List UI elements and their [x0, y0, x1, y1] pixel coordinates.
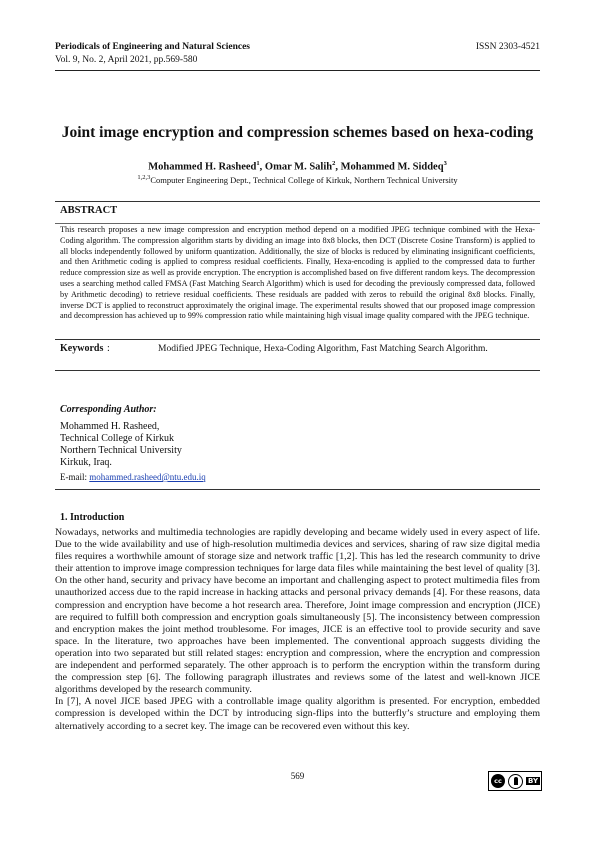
introduction-body [55, 527, 540, 733]
author-sup: 1 [256, 160, 260, 167]
email-label: E-mail: [60, 472, 90, 482]
author-name: Mohammed H. Rasheed [148, 161, 257, 173]
cc-by-label: BY [528, 777, 539, 785]
affiliation-text: Computer Engineering Dept., Technical College of Kirkuk, Northern Technical University [150, 174, 458, 185]
abstract-divider [55, 223, 540, 224]
affiliation [0, 174, 595, 185]
body-paragraph: Nowadays, networks and multimedia technologies are rapidly developing and became widely used in every aspect of life. Due to the wide availability and use of high-resolution multimedia devices and services, sharing of raw size digital media files requires a worthwhile amount of storage size and network traffic [1,2]. This has led the research community to drive their attention to improve image compression techniques for large data files while maintaining the best level of quality [3]. On the other hand, security and privacy have become an important and challenging aspect to protect multimedia files from unauthorized access due to the rapid increase in hacking attacks and personal privacy demands [4]. For these reasons, data compression and encryption have become a hot research area. Therefore, Joint image compression and encryption (JICE) are required to fulfill both compression and encryption goals simultaneously [5]. The inconsistency between compression and encryption makes the joint method troublesome. For images, JICE is an effective tool to provide security and save space. In the literature, two approaches have been implemented. The conventional approach suggests dividing the operation into two separated but still related stages: encryption and compression, where the encryption and compression are independent and performed separately. The other approach is to perform the encryption within the transform during the compression step [6]. The following paragraph illustrates and reviews some of the latest and well-known JICE algorithms developed by the research community. [55, 527, 540, 696]
section-title-introduction: 1. Introduction [60, 512, 125, 523]
cc-by-icon [488, 771, 542, 791]
page-number: 569 [290, 771, 305, 781]
author-name: Mohammed M. Siddeq [340, 161, 444, 173]
corresponding-line: Technical College of Kirkuk [60, 433, 174, 444]
corresponding-line: Mohammed H. Rasheed, [60, 421, 160, 432]
body-paragraph: In [7], A novel JICE based JPEG with a controllable image quality algorithm is presented. For encryption, embedded compression is developed within the DCT by introducing sign-flips into the butterfly’s structure and employing them alternatively according to a secret key. The image can be recovered even without this key. [55, 696, 540, 732]
keywords-label: Keywords [60, 343, 104, 354]
header-rule [55, 70, 540, 71]
author-sup: 3 [443, 160, 447, 167]
corresponding-heading: Corresponding Author: [60, 404, 157, 415]
journal-name: Periodicals of Engineering and Natural Sciences [55, 42, 251, 52]
volume-info: Vol. 9, No. 2, April 2021, pp.569-580 [55, 55, 198, 65]
corresponding-line: Kirkuk, Iraq. [60, 457, 112, 468]
corresponding-line: Northern Technical University [60, 445, 182, 456]
email-link[interactable]: mohammed.rasheed@ntu.edu.iq [89, 472, 206, 482]
corresponding-rule [55, 489, 540, 490]
paper-title: Joint image encryption and compression schemes based on hexa-coding [61, 124, 534, 141]
author-name: Omar M. Salih [264, 161, 333, 173]
attribution-person-icon [508, 774, 523, 789]
author-sup: 2 [332, 160, 336, 167]
issn: ISSN 2303-4521 [475, 42, 540, 52]
keywords-text: Modified JPEG Technique, Hexa-Coding Algorithm, Fast Matching Search Algorithm. [158, 344, 488, 354]
keywords-colon: : [107, 343, 110, 354]
abstract-text: This research proposes a new image compression and encryption method depend on a modified JPEG technique combined with the Hexa-Coding algorithm. The compression algorithm starts by dividing an image into 8x8 blocks, then DCT (Discrete Cosine Transform) is applied to all blocks independently followed by uniform quantization. Additionally, the size of blocks is reduced by eliminating insignificant coefficients, and then Arithmetic coding is applied to compress residual coefficients. Finally, Hexa-encoding is applied to the compressed data to further reduce compression size as well as provide encryption. The encryption is accomplished based on five different random keys. The decompression uses a searching method called FMSA (Fast Matching Search Algorithm) which is used for decoding the previously compressed data, followed by Arithmetic decoding) to retrieve residual coefficients. These residuals are padded with zeros to rebuild the original 8x8 blocks. Finally, inverse DCT is applied to reconstruct approximately the original image. The experimental results showed that our proposed image compression and decompression has achieved up to 99% compression ratio while maintaining high visual image quality compared with the JPEG technique. [60, 225, 535, 321]
author-list: Mohammed H. Rasheed$^1$, Omar M. Salih$^2$, Mohammed M. Siddeq$^3$ [148, 160, 447, 173]
keywords-rule [55, 370, 540, 371]
affiliation-sup: 1,2,3 [137, 174, 151, 181]
email-line [60, 472, 206, 482]
cc-circle-icon: cc [491, 774, 505, 788]
abstract-heading: ABSTRACT [60, 205, 118, 216]
